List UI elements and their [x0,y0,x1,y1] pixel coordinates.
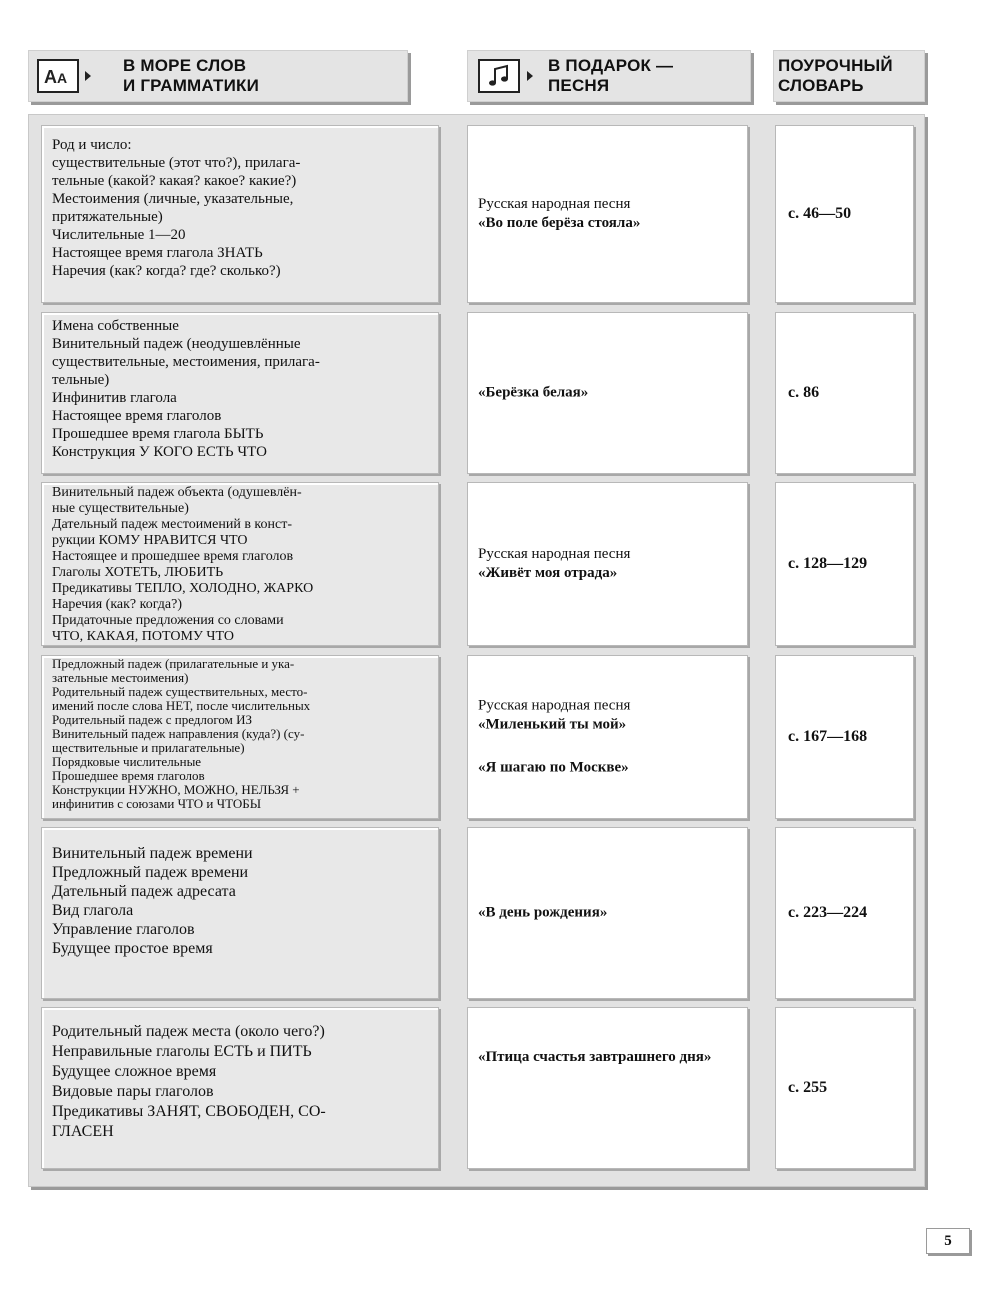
grammar-item: Винительный падеж (неодушевлённые [52,336,301,352]
page-reference: с. 255 [788,1079,828,1096]
grammar-item: Числительные 1—20 [52,227,186,243]
header-lesson-dictionary [773,50,925,102]
grammar-list [42,126,438,280]
grammar-item: Винительный падеж времени [52,845,253,862]
grammar-item: ЧТО, КАКАЯ, ПОТОМУ ЧТО [52,629,234,644]
grammar-item: Вид глагола [52,902,134,919]
grammar-item: имений после слова НЕТ, после числительных [52,698,311,713]
song-block [478,384,739,403]
grammar-item: существительные (этот что?), прилага- [52,155,301,171]
grammar-item: Предикативы ТЕПЛО, ХОЛОДНО, ЖАРКО [52,581,314,596]
letters-aa-icon [37,59,79,93]
grammar-item: зательные местоимения) [52,670,189,685]
song-title: «Берёзка белая» [478,384,589,401]
song-cell [467,125,748,303]
grammar-item: Местоимения (личные, указательные, [52,191,294,207]
music-note-icon [478,59,520,93]
grammar-item: Имена собственные [52,318,179,334]
grammar-item: притяжательные) [52,209,163,225]
grammar-item: Наречия (как? когда?) [52,597,182,612]
song-title: «Птица счастья завтрашнего дня» [478,1049,712,1065]
grammar-item: Предикативы ЗАНЯТ, СВОБОДЕН, СО- [52,1103,326,1120]
grammar-item: рукции КОМУ НРАВИТСЯ ЧТО [52,533,248,548]
song-cell [467,482,748,646]
header-vocabulary-line2: И ГРАММАТИКИ [123,76,260,95]
grammar-item: Прошедшее время глагола БЫТЬ [52,426,264,442]
arrow-right-icon [85,71,91,81]
grammar-item: Винительный падеж объекта (одушевлён- [52,485,302,500]
song-cell [467,827,748,999]
header-vocabulary-line1: В МОРЕ СЛОВ [123,56,247,75]
header-dictionary-line2: СЛОВАРЬ [778,76,864,95]
grammar-item: Предложный падеж времени [52,864,249,881]
grammar-cell [41,125,439,303]
song-title: «Живёт моя отрада» [478,565,618,581]
song-block [478,904,739,923]
grammar-item: Родительный падеж с предлогом ИЗ [52,712,253,727]
svg-text:A: A [57,70,68,86]
song-title: «Я шагаю по Москве» [478,759,629,776]
grammar-cell [41,482,439,646]
header-dictionary-line1: ПОУРОЧНЫЙ [778,56,893,75]
page-reference: с. 223—224 [788,904,868,921]
grammar-item: тельные) [52,372,110,388]
page-cell [775,125,914,303]
grammar-item: Родительный падеж места (около чего?) [52,1023,325,1040]
grammar-item: Будущее простое время [52,940,213,957]
grammar-item: инфинитив с союзами ЧТО и ЧТОБЫ [52,796,262,811]
grammar-item: Управление глаголов [52,921,195,938]
song-title: «Миленький ты мой» [478,716,627,733]
page-cell [775,312,914,474]
arrow-right-icon [527,71,533,81]
grammar-item: Придаточные предложения со словами [52,613,284,628]
grammar-item: Глаголы ХОТЕТЬ, ЛЮБИТЬ [52,565,224,580]
grammar-cell [41,1007,439,1169]
grammar-item: Настоящее время глаголов [52,408,222,424]
page-reference: с. 167—168 [788,728,868,745]
header-song-title [548,56,673,96]
song-title: «Во поле берёза стояла» [478,215,641,231]
grammar-item: Неправильные глаголы ЕСТЬ и ПИТЬ [52,1043,312,1060]
grammar-item: Родительный падеж существительных, место- [52,684,308,699]
grammar-item: Винительный падеж направления (куда?) (су- [52,726,305,741]
syllabus-table [28,114,925,1187]
page-reference: с. 86 [788,384,820,401]
header-song-gift [467,50,751,102]
grammar-item: ные существительные) [52,501,189,516]
song-block [478,1048,739,1067]
song-block [478,195,739,233]
grammar-item: Предложный падеж (прилагательные и ука- [52,656,295,671]
grammar-item: ществительные и прилагательные) [52,740,245,755]
grammar-item: Дательный падеж адресата [52,883,236,900]
grammar-item: Видовые пары глаголов [52,1083,214,1100]
grammar-list [42,1008,438,1142]
song-intro: Русская народная песня [478,697,631,714]
song-block [478,545,739,583]
grammar-list [42,656,438,811]
grammar-list [42,313,438,461]
grammar-item: Настоящее и прошедшее время глаголов [52,549,294,564]
grammar-item: ГЛАСЕН [52,1123,114,1140]
grammar-item: Инфинитив глагола [52,390,177,406]
header-vocabulary-title [123,56,259,96]
spacer [478,735,739,759]
grammar-item: Род и число: [52,137,132,153]
page-cell [775,655,914,819]
song-title: «В день рождения» [478,904,608,921]
grammar-list [42,828,438,958]
grammar-item: Дательный падеж местоимений в конст- [52,517,293,532]
song-cell [467,1007,748,1169]
header-song-line1: В ПОДАРОК — [548,56,674,75]
grammar-cell [41,655,439,819]
grammar-item: Конструкции НУЖНО, МОЖНО, НЕЛЬЗЯ + [52,782,300,797]
grammar-cell [41,312,439,474]
grammar-item: тельные (какой? какая? какое? какие?) [52,173,297,189]
grammar-item: Настоящее время глагола ЗНАТЬ [52,245,263,261]
page-reference: с. 128—129 [788,555,868,572]
grammar-item: Конструкция У КОГО ЕСТЬ ЧТО [52,444,267,460]
page-cell [775,827,914,999]
song-cell [467,655,748,819]
grammar-item: Будущее сложное время [52,1063,217,1080]
header-vocabulary-grammar [28,50,408,102]
header-song-line2: ПЕСНЯ [548,76,610,95]
grammar-item: Наречия (как? когда? где? сколько?) [52,263,281,279]
song-intro: Русская народная песня [478,196,631,212]
grammar-item: Прошедшее время глаголов [52,768,205,783]
song-cell [467,312,748,474]
page-cell [775,482,914,646]
page-number: 5 [926,1228,970,1254]
song-intro: Русская народная песня [478,546,631,562]
song-block [478,697,739,778]
page-reference: с. 46—50 [788,205,852,222]
grammar-list [42,483,438,645]
grammar-item: Порядковые числительные [52,754,202,769]
grammar-cell [41,827,439,999]
grammar-item: существительные, местоимения, прилага- [52,354,320,370]
page-cell [775,1007,914,1169]
svg-text:A: A [44,67,57,87]
header-dictionary-title [778,56,893,96]
